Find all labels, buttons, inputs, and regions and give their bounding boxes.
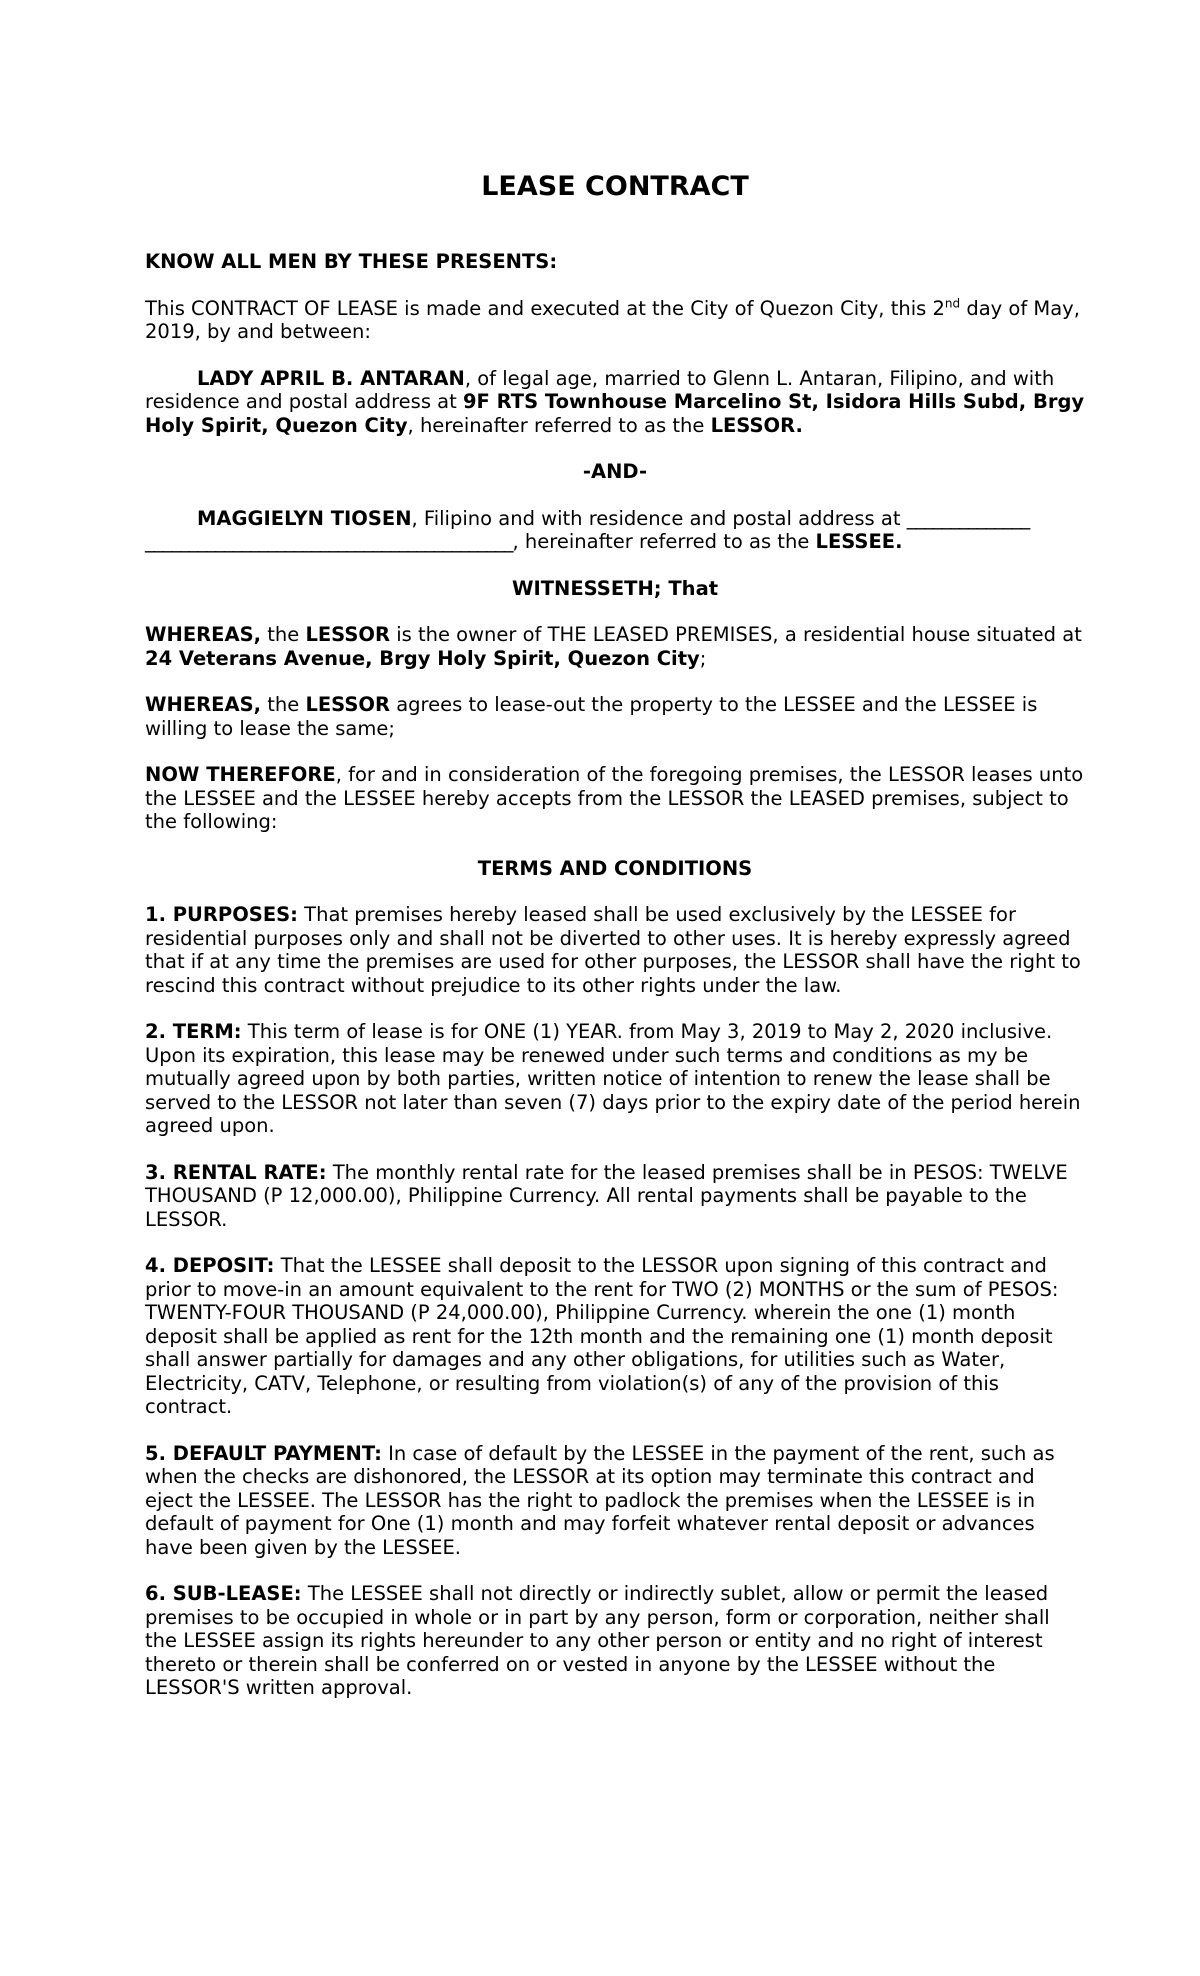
intro-heading: KNOW ALL MEN BY THESE PRESENTS: xyxy=(145,250,558,273)
term-default-payment: 5. DEFAULT PAYMENT: In case of default by the LESSEE in the payment of the rent, such as when the checks are dishonored, the LESSOR at its option may terminate this contract and eject the LESSEE. The LESSOR has the right to padlock the premises when the LESSEE is in default of payment for One (1) month and may forfeit whatever rental deposit or advances have been given by the LESSEE. xyxy=(145,1441,1055,1559)
term-rental-rate: 3. RENTAL RATE: The monthly rental rate for the leased premises shall be in PESOS: TWELVE THOUSAND (P 12,000.00), Philippine Currency. All rental payments shall be payable to the LESSOR. xyxy=(145,1160,1068,1231)
now-therefore-clause: NOW THEREFORE, for and in consideration of the foregoing premises, the LESSOR leases unto the LESSEE and the LESSEE hereby accepts from the LESSOR the LEASED premises, subject to the following: xyxy=(145,763,1084,833)
lessor-role: LESSOR. xyxy=(710,413,803,437)
term-purposes: 1. PURPOSES: That premises hereby leased shall be used exclusively by the LESSEE for residential purposes only and shall not be diverted to other uses. It is hereby expressly agreed that if at any time the premises are used for other purposes, the LESSOR shall have the right to rescind this contract without prejudice to its other rights under the law. xyxy=(145,903,1081,997)
term-sub-lease: 6. SUB-LEASE: The LESSEE shall not directly or indirectly sublet, allow or permit the leased premises to be occupied in whole or in part by any person, form or corporation, neither shall the LESSEE assign its rights hereunder to any other person or entity and no right of interest thereto or therein shall be conferred on or vested in anyone by the LESSEE without the LESSOR'S written approval. xyxy=(145,1582,1050,1699)
and-separator: -AND- xyxy=(582,460,648,483)
term-duration: 2. TERM: This term of lease is for ONE (1) YEAR. from May 3, 2019 to May 2, 2020 inclusive. Upon its expiration, this lease may be renewed under such terms and conditions as my be mutually agreed upon by both parties, written notice of intention to renew the lease shall be served to the LESSOR not later than seven (7) days prior to the expiry date of the period herein agreed upon. xyxy=(145,1020,1081,1137)
terms-heading: TERMS AND CONDITIONS xyxy=(477,856,753,880)
lessor-paragraph: LADY APRIL B. ANTARAN, of legal age, married to Glenn L. Antaran, Filipino, and with residence and postal address at 9F RTS Townhouse Marcelino St, Isidora Hills Subd, Brgy Holy Spirit, Quezon City, hereinafter referred to as the LESSOR. xyxy=(145,366,1085,437)
lessor-name: LADY APRIL B. ANTARAN xyxy=(197,366,465,390)
lessee-name: MAGGIELYN TIOSEN xyxy=(197,506,412,530)
witnesseth-heading: WITNESSETH; That xyxy=(511,576,719,600)
lessee-role: LESSEE. xyxy=(815,530,903,553)
term-deposit: 4. DEPOSIT: That the LESSEE shall deposit to the LESSOR upon signing of this contract and prior to move-in an amount equivalent to the rent for TWO (2) MONTHS or the sum of PESOS: TWENTY-FOUR THOUSAND (P 24,000.00), Philippine Currency. wherein the one (1) month deposit shall be applied as rent for the 12th month and the remaining one (1) month deposit shall answer partially for damages and any other obligations, for utilities such as Water, Electricity, CATV, Telephone, or resulting from violation(s) of any of the provision of this contract. xyxy=(145,1254,1059,1418)
address-blank-1: ______________ xyxy=(906,506,1030,530)
whereas-clause-2: WHEREAS, the LESSOR agrees to lease-out the property to the LESSEE and the LESSEE is willing to lease the same; xyxy=(145,693,1038,740)
document-body xyxy=(145,160,1085,1700)
document-title: LEASE CONTRACT xyxy=(481,171,749,202)
intro-paragraph: This CONTRACT OF LEASE is made and executed at the City of Quezon City, this 2nd day of May, 2019, by and between: xyxy=(145,296,1080,343)
lessee-paragraph: MAGGIELYN TIOSEN, Filipino and with residence and postal address at ______________ __________________________________________, hereinafter referred to as the LESSEE. xyxy=(145,506,1030,553)
whereas-clause-1: WHEREAS, the LESSOR is the owner of THE LEASED PREMISES, a residential house situated at 24 Veterans Avenue, Brgy Holy Spirit, Quezon City; xyxy=(145,623,1082,670)
address-blank-2: __________________________________________ xyxy=(145,530,513,553)
lessor-address: 9F RTS Townhouse Marcelino St, Isidora Hills Subd, Brgy Holy Spirit, Quezon City xyxy=(145,390,1085,437)
